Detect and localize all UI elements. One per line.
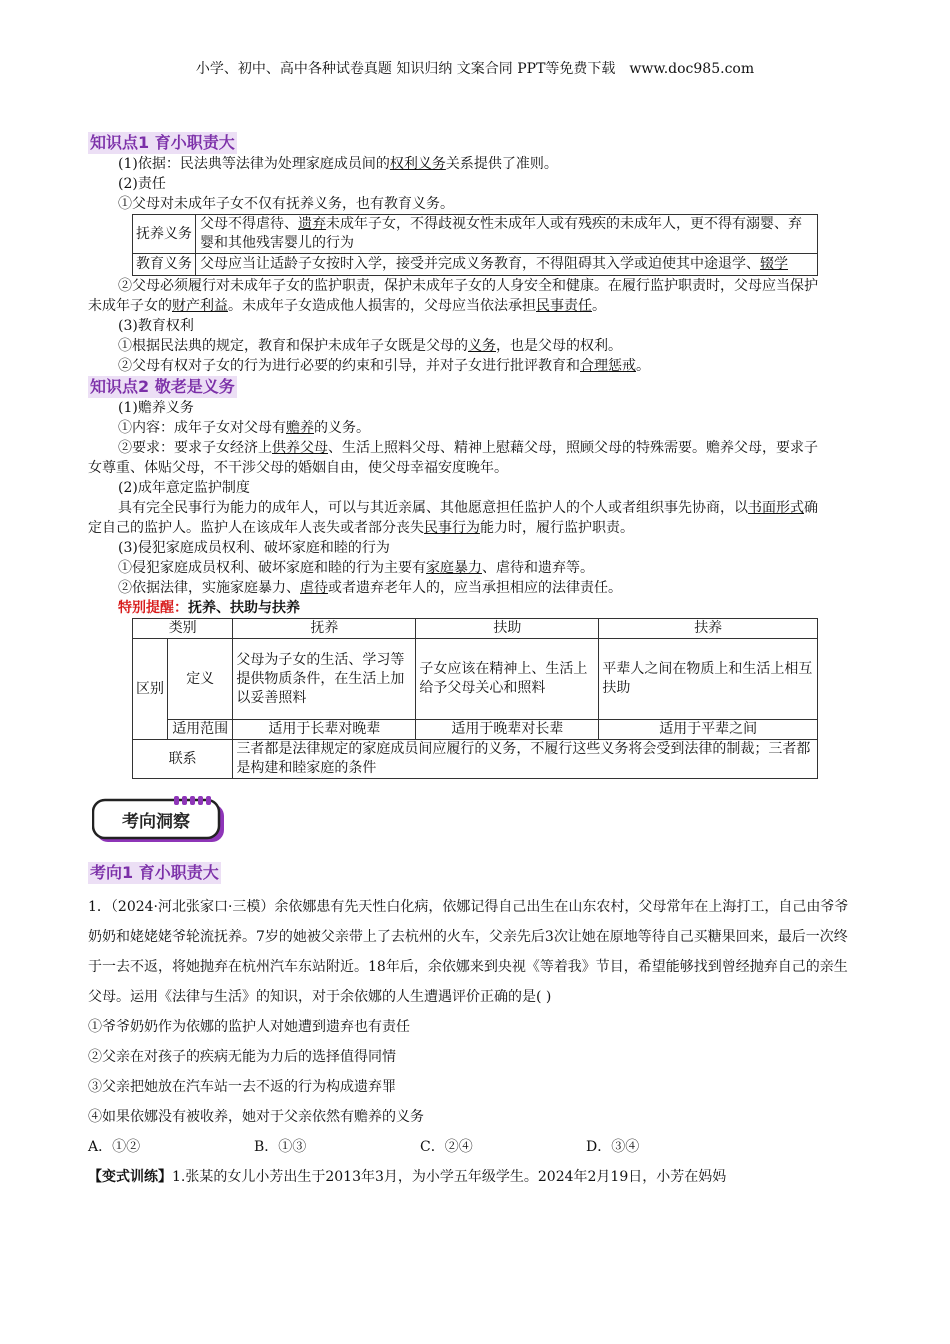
option-d[interactable]: D．③④ [586, 1139, 640, 1155]
header-url[interactable]: www.doc985.com [629, 61, 755, 77]
table-row [133, 254, 818, 276]
table-row [133, 639, 818, 720]
table-row [133, 740, 818, 779]
table-cell: 平辈人之间在物质上和生活上相互扶助 [599, 639, 818, 720]
table-cell: 父母为子女的生活、学习等提供物质条件，在生活上加以妥善照料 [233, 639, 416, 720]
kp2-s3b: ②依据法律，实施家庭暴力、虐待或者遗弃老年人的，应当承担相应的法律责任。 [118, 580, 622, 596]
kp2-s3a: ①侵犯家庭成员权利、破坏家庭和睦的行为主要有家庭暴力、虐待和遗弃等。 [118, 560, 594, 576]
row-label: 适用范围 [168, 720, 233, 740]
kp1-title: 知识点1 育小职责大 [90, 133, 235, 152]
option-c[interactable]: C．②④ [420, 1139, 473, 1155]
col-header: 扶养 [599, 619, 818, 639]
duty-table [132, 214, 818, 276]
header-text: 小学、初中、高中各种试卷真题 知识归纳 文案合同 PPT等免费下载 [195, 61, 616, 77]
special-reminder [88, 598, 818, 618]
kp1-p5: (3)教育权利 [118, 318, 194, 334]
kp1-p6: ①根据民法典的规定，教育和保护未成年子女既是父母的义务，也是父母的权利。 [118, 338, 622, 354]
table-cell: 三者都是法律规定的家庭成员间应履行的义务，不履行这些义务将会受到法律的制裁；三者都是构建和睦家庭的条件 [233, 740, 818, 779]
kp1-p4: ②父母必须履行对未成年子女的监护职责，保护未成年子女的人身安全和健康。在履行监护职责时，父母应当保护未成年子女的财产利益。未成年子女造成他人损害的，父母应当依法承担民事责任。 [88, 278, 818, 314]
badge-label: 考向洞察 [122, 812, 190, 832]
variant-training [88, 1162, 858, 1192]
variant-text: 1.张某的女儿小芳出生于2013年3月，为小学五年级学生。2024年2月19日，小芳在妈妈 [172, 1169, 727, 1185]
page-header [0, 58, 950, 78]
kp1-p7: ②父母有权对子女的行为进行必要的约束和引导，并对子女进行批评教育和合理惩戒。 [118, 358, 650, 374]
answer-options [88, 1132, 858, 1162]
reminder-text: 抚养、扶助与扶养 [188, 600, 300, 616]
reminder-label: 特别提醒： [118, 600, 188, 616]
col-header: 扶助 [416, 619, 599, 639]
kx1-title: 考向1 育小职责大 [90, 863, 219, 882]
kp2-s1: (1)赡养义务 [118, 400, 194, 416]
table-cell: 子女应该在精神上、生活上给予父母关心和照料 [416, 639, 599, 720]
table-cell: 适用于长辈对晚辈 [233, 720, 416, 740]
kp2-title: 知识点2 敬老是义务 [90, 377, 235, 396]
row-group-label: 区别 [133, 639, 168, 740]
duty-key: 抚养义务 [133, 215, 196, 254]
table-row [133, 215, 818, 254]
duty-value: 父母应当让适龄子女按时入学，接受并完成义务教育，不得阻碍其入学或迫使其中途退学、辍学 [196, 254, 818, 276]
question-item: ③父亲把她放在汽车站一去不返的行为构成遗弃罪 [88, 1079, 396, 1095]
kp1-p3: ①父母对未成年子女不仅有抚养义务，也有教育义务。 [118, 196, 454, 212]
variant-label: 【变式训练】 [88, 1169, 172, 1185]
option-b[interactable]: B．①③ [254, 1139, 307, 1155]
table-cell: 适用于晚辈对长辈 [416, 720, 599, 740]
option-a[interactable]: A．①② [88, 1139, 141, 1155]
col-header: 类别 [133, 619, 233, 639]
table-cell: 适用于平辈之间 [599, 720, 818, 740]
duty-key: 教育义务 [133, 254, 196, 276]
question-item: ①爷爷奶奶作为依娜的监护人对她遭到遗弃也有责任 [88, 1019, 410, 1035]
duty-value: 父母不得虐待、遗弃未成年子女，不得歧视女性未成年人或有残疾的未成年人，更不得有溺婴、弃婴和其他残害婴儿的行为 [196, 215, 818, 254]
table-header-row [133, 619, 818, 639]
row-label: 联系 [133, 740, 233, 779]
col-header: 抚养 [233, 619, 416, 639]
table-row [133, 720, 818, 740]
knowledge-section [88, 132, 818, 779]
kp2-s2a: 具有完全民事行为能力的成年人，可以与其近亲属、其他愿意担任监护人的个人或者组织事先协商，以书面形式确定自己的监护人。监护人在该成年人丧失或者部分丧失民事行为能力时，履行监护职责。 [88, 500, 818, 536]
question-item: ④如果依娜没有被收养，她对于父亲依然有赡养的义务 [88, 1109, 424, 1125]
kp2-s2: (2)成年意定监护制度 [118, 480, 250, 496]
comparison-table [132, 618, 818, 779]
kp2-s3: (3)侵犯家庭成员权利、破坏家庭和睦的行为 [118, 540, 390, 556]
question-stem: 1．（2024·河北张家口·三模）余依娜患有先天性白化病，依娜记得自己出生在山东农村，父母常年在上海打工，自己由爷爷奶奶和姥姥姥爷轮流抚养。7岁的她被父亲带上了去杭州的火车，父亲先后3次让她在原地等待自己买糖果回来，最后一次终于一去不返，将她抛弃在杭州汽车东站附近。18年后，余依娜来到央视《等着我》节目，希望能够找到曾经抛弃自己的亲生父母。运用《法律与生活》的知识，对于余依娜的人生遭遇评价正确的是( ) [88, 899, 849, 1005]
question-section [88, 862, 858, 1192]
kp1-p2: (2)责任 [118, 176, 166, 192]
section-badge [92, 796, 228, 844]
kp1-p1: (1)依据：民法典等法律为处理家庭成员间的权利义务关系提供了准则。 [118, 156, 558, 172]
kp2-s1a: ①内容：成年子女对父母有赡养的义务。 [118, 420, 370, 436]
row-label: 定义 [168, 639, 233, 720]
question-item: ②父亲在对孩子的疾病无能为力后的选择值得同情 [88, 1049, 396, 1065]
kp2-s1b: ②要求：要求子女经济上供养父母、生活上照料父母、精神上慰藉父母，照顾父母的特殊需要。赡养父母，要求子女尊重、体贴父母，不干涉父母的婚姻自由，使父母幸福安度晚年。 [88, 440, 818, 476]
